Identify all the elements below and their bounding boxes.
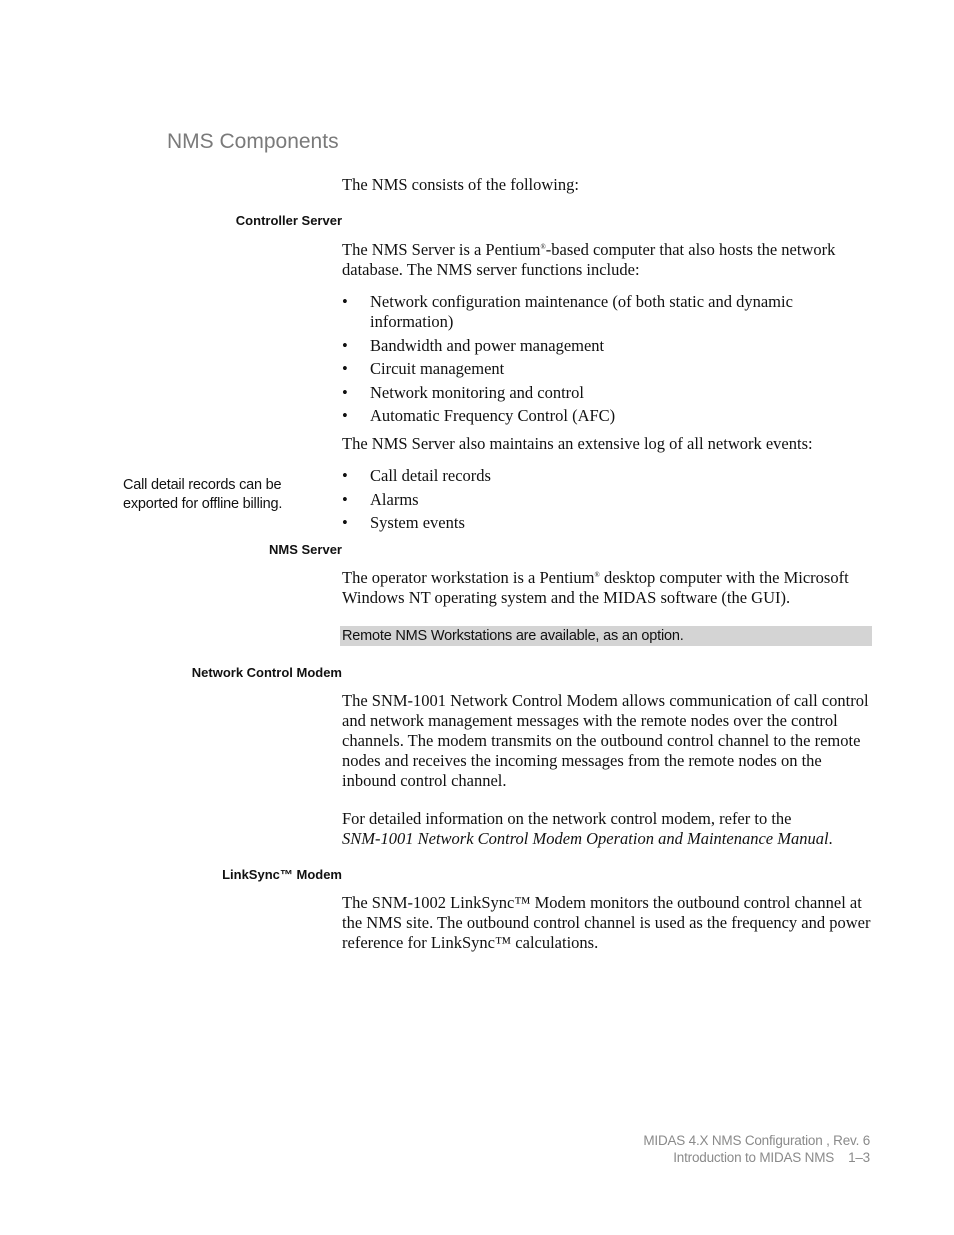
manual-reference-text: For detailed information on the network control modem, refer to the xyxy=(342,809,792,828)
registered-mark: ® xyxy=(594,571,600,579)
list-item xyxy=(342,513,872,533)
list-item-text: Call detail records xyxy=(370,466,491,485)
page-number: 1–3 xyxy=(848,1150,870,1165)
bullet: • xyxy=(342,489,348,509)
heading-linksync-modem: LinkSync™ Modem xyxy=(222,867,342,882)
bullet: • xyxy=(342,359,348,378)
registered-mark: ® xyxy=(540,243,546,251)
page-footer xyxy=(643,1132,870,1166)
network-events-list xyxy=(342,466,872,537)
section-title: NMS Components xyxy=(167,130,339,153)
intro-paragraph: The NMS consists of the following: xyxy=(342,175,579,194)
list-item xyxy=(342,359,872,379)
heading-nms-server: NMS Server xyxy=(269,542,342,557)
server-functions-list xyxy=(342,292,872,430)
list-item-text: Bandwidth and power management xyxy=(370,335,605,355)
bullet: • xyxy=(342,513,348,532)
heading-controller-server: Controller Server xyxy=(235,213,342,228)
bullet: • xyxy=(342,382,348,402)
list-item-text: System events xyxy=(370,513,465,532)
list-item xyxy=(342,292,872,332)
controller-server-text-a: The NMS Server is a Pentium xyxy=(342,240,541,259)
list-item xyxy=(342,383,872,403)
linksync-modem-paragraph: The SNM-1002 LinkSync™ Modem monitors the outbound control channel at the NMS site. The outbound control channel is used as the frequency and power reference for LinkSync™ calculations. xyxy=(342,893,871,952)
margin-note: Call detail records can be exported for offline billing. xyxy=(123,477,283,512)
bullet: • xyxy=(342,466,348,485)
nms-server-paragraph xyxy=(342,568,872,608)
manual-reference-paragraph xyxy=(342,809,872,849)
footer-document-title: MIDAS 4.X NMS Configuration , Rev. 6 xyxy=(643,1133,870,1148)
controller-server-text-b: -based computer that also hosts the network database. The NMS server functions include: xyxy=(342,240,836,279)
list-item-text: Circuit management xyxy=(370,359,505,378)
log-intro-paragraph: The NMS Server also maintains an extensive log of all network events: xyxy=(342,434,813,453)
nms-server-text-a: The operator workstation is a Pentium xyxy=(342,568,595,587)
bullet: • xyxy=(342,406,348,425)
heading-network-control-modem: Network Control Modem xyxy=(191,665,342,680)
manual-reference-end: . xyxy=(828,829,833,848)
list-item xyxy=(342,336,872,356)
controller-server-paragraph xyxy=(342,240,872,280)
list-item xyxy=(342,466,872,486)
manual-title: SNM-1001 Network Control Modem Operation and Maintenance Manual xyxy=(342,829,829,848)
list-item-text: Automatic Frequency Control (AFC) xyxy=(370,406,616,425)
list-item xyxy=(342,490,872,510)
list-item xyxy=(342,406,872,426)
note-text: Remote NMS Workstations are available, as an option. xyxy=(342,628,684,644)
footer-chapter-line xyxy=(643,1149,870,1166)
network-control-modem-paragraph: The SNM-1001 Network Control Modem allows communication of call control and network management messages with the remote nodes over the control channels. The modem transmits on the outbound control channel to the remote nodes and receives the incoming messages from the remote nodes on the inbound control channel. xyxy=(342,691,869,790)
bullet: • xyxy=(342,292,348,311)
bullet: • xyxy=(342,335,348,355)
nms-server-text-b: desktop computer with the Microsoft Windows NT operating system and the MIDAS software (the GUI). xyxy=(342,568,849,607)
footer-chapter: Introduction to MIDAS NMS xyxy=(673,1150,835,1165)
list-item-text: Alarms xyxy=(370,489,419,509)
list-item-text: Network configuration maintenance (of both static and dynamic information) xyxy=(370,292,793,331)
list-item-text: Network monitoring and control xyxy=(370,382,585,402)
